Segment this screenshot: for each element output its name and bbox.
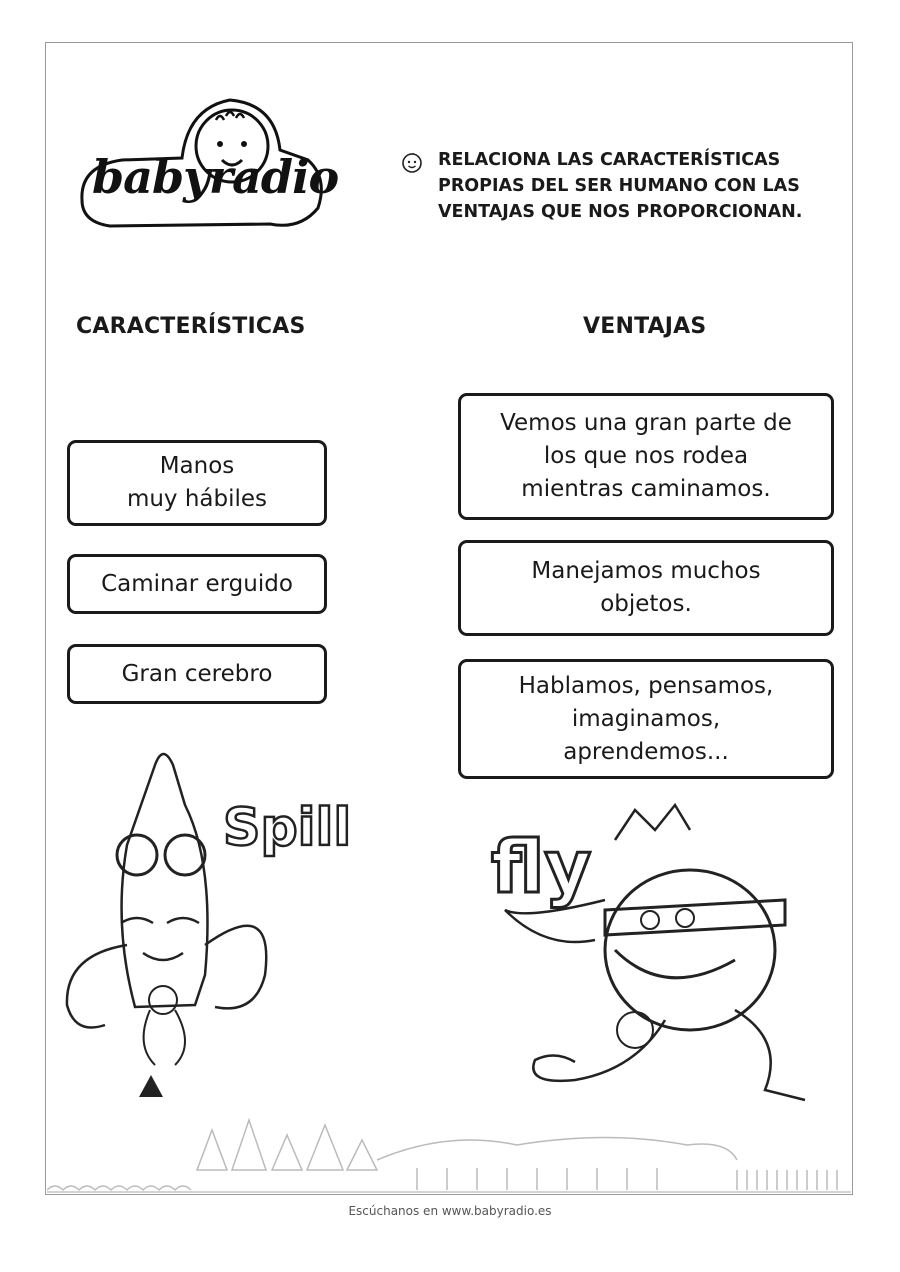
logo-wordmark: babyradio [92,150,339,204]
heading-ventajas: VENTAJAS [583,314,707,339]
spill-word: Spill [223,798,352,858]
spill-squid-illustration [55,745,365,1125]
caracteristica-box-3[interactable]: Gran cerebro [67,644,327,704]
heading-caracteristicas: CARACTERÍSTICAS [76,314,306,339]
caracteristica-box-2[interactable]: Caminar erguido [67,554,327,614]
instruction-text: RELACIONA LAS CARACTERÍSTICAS PROPIAS DEL SER HUMANO CON LAS VENTAJAS QUE NOS PROPORCIONAN. [438,150,803,222]
footer-text: Escúchanos en www.babyradio.es [348,1204,552,1218]
ventaja-box-2[interactable]: Manejamos muchos objetos. [458,540,834,636]
ventaja-box-3[interactable]: Hablamos, pensamos, imaginamos, aprendemos... [458,659,834,779]
ventaja-box-1[interactable]: Vemos una gran parte de los que nos rodea mientras caminamos. [458,393,834,520]
landscape-border [47,1090,851,1196]
face-icon [400,150,424,174]
fly-fish-illustration [485,800,830,1125]
caracteristica-box-1[interactable]: Manos muy hábiles [67,440,327,526]
fly-word: fly [491,825,592,909]
